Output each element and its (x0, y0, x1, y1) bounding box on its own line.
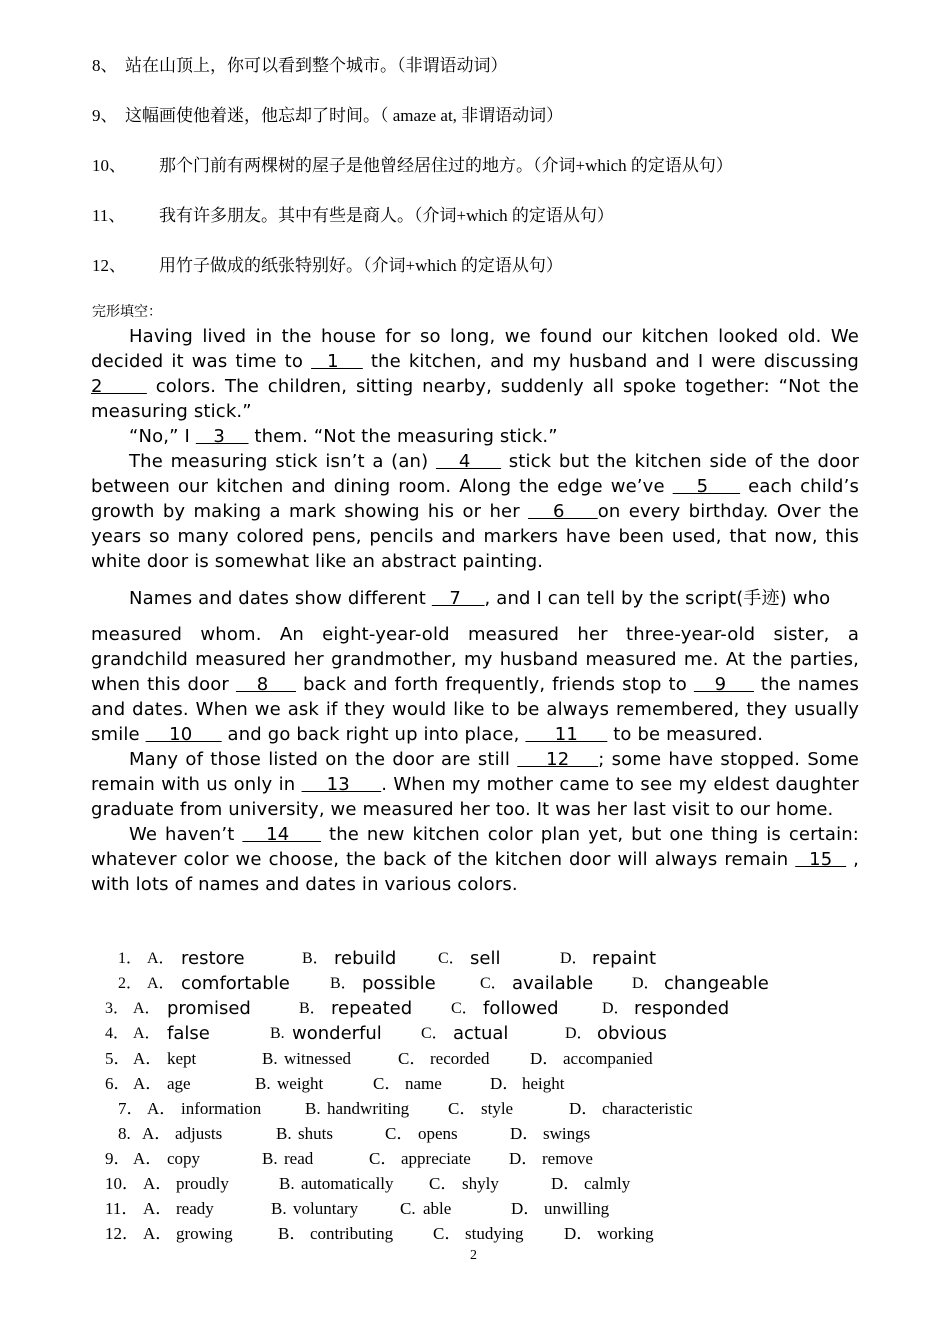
translation-item-10 (92, 151, 733, 176)
option-text: calmly (584, 1174, 631, 1193)
option-text: witnessed (284, 1049, 352, 1068)
option-text: shyly (462, 1174, 499, 1193)
option-text: sell (470, 948, 501, 969)
option-text: read (284, 1149, 314, 1168)
blank-9: 9 (693, 674, 754, 695)
option-text: able (423, 1199, 452, 1218)
item-text: 用竹子做成的纸张特别好。（介词+which 的定语从句） (159, 256, 563, 275)
option-text: comfortable (181, 973, 290, 994)
item-text: 我有许多朋友。其中有些是商人。（介词+which 的定语从句） (159, 206, 614, 225)
option-text: appreciate (401, 1149, 471, 1168)
option-text: changeable (664, 973, 769, 994)
blank-15: 15 (795, 849, 847, 870)
option-text: followed (483, 998, 559, 1019)
item-number: 12、 (92, 256, 126, 275)
blank-10: 10 (145, 724, 222, 745)
option-text: wonderful (292, 1023, 382, 1044)
option-text: growing (176, 1224, 233, 1243)
page-number: 2 (470, 1248, 477, 1263)
option-text: unwilling (544, 1199, 610, 1218)
blank-8: 8 (235, 674, 297, 695)
paragraph-5: Many of those listed on the door are still 12 ; some have stopped. Some remain with us only in 13 . When my mother came to see my eldest daughter graduate from university, we measured her too. It was her last visit to our home. (91, 749, 859, 820)
item-text: 站在山顶上，你可以看到整个城市。（非谓语动词） (125, 56, 508, 75)
option-text: shuts (298, 1124, 333, 1143)
cloze-title: 完形填空： (92, 305, 162, 320)
option-text: restore (181, 948, 245, 969)
option-text: possible (362, 973, 436, 994)
option-text: copy (167, 1149, 201, 1168)
option-text: available (512, 973, 594, 994)
blank-7: 7 (431, 588, 485, 609)
translation-item-9 (92, 101, 563, 126)
translation-item-12 (92, 251, 563, 276)
blank-6: 6 (528, 501, 598, 522)
blank-11: 11 (525, 724, 608, 745)
option-text: proudly (176, 1174, 229, 1193)
option-text: adjusts (175, 1124, 223, 1143)
option-text: handwriting (327, 1099, 410, 1118)
option-text: kept (167, 1049, 197, 1068)
option-text: rebuild (334, 948, 397, 969)
translation-item-11 (92, 201, 614, 226)
option-text: remove (542, 1149, 593, 1168)
translation-item-8 (92, 51, 508, 76)
option-text: studying (465, 1224, 524, 1243)
item-text: 那个门前有两棵树的屋子是他曾经居住过的地方。（介词+which 的定语从句） (159, 156, 733, 175)
option-text: promised (167, 998, 251, 1019)
option-text: swings (543, 1124, 591, 1143)
option-text: false (167, 1023, 210, 1044)
option-text: style (481, 1099, 514, 1118)
option-text: name (405, 1074, 442, 1093)
option-text: age (167, 1074, 191, 1093)
option-text: characteristic (602, 1099, 693, 1118)
item-number: 8、 (92, 56, 118, 75)
blank-12: 12 (517, 749, 599, 770)
option-text: weight (277, 1074, 324, 1093)
blank-2: 2 (91, 376, 147, 397)
option-text: voluntary (293, 1199, 359, 1218)
option-text: opens (418, 1124, 458, 1143)
option-text: automatically (301, 1174, 394, 1193)
option-text: information (181, 1099, 262, 1118)
option-text: recorded (430, 1049, 490, 1068)
cloze-passage-part-1 (91, 324, 859, 574)
paragraph-4: measured whom. An eight-year-old measured her three-year-old sister, a grandchild measured her grandmother, my husband measured me. At the parties, when this door 8 back and forth frequently, friends stop to 9 the names and dates. When we ask if they would like to be always remembered, they usually smile 10 and go back right up into place, 11 to be measured. (91, 624, 859, 745)
item-number: 9、 (92, 106, 118, 125)
blank-4: 4 (435, 451, 502, 472)
cloze-passage-line-7: Names and dates show different 7 , and I can tell by the script(手迹) who (129, 588, 831, 609)
option-text: height (522, 1074, 565, 1093)
blank-1: 1 (311, 351, 363, 372)
paragraph-3: The measuring stick isn’t a (an) 4 stick but the kitchen side of the door between our kitchen and dining room. Along the edge we’ve 5 each child’s growth by making a mark showing his or her 6 on every birthday. Over the years so many colored pens, pencils and markers have been used, that now, this white door is somewhat like an abstract painting. (91, 451, 859, 572)
option-text: actual (453, 1023, 509, 1044)
option-text: repaint (592, 948, 657, 969)
item-text: 这幅画使他着迷，他忘却了时间。（ amaze at, 非谓语动词） (125, 106, 564, 125)
option-text: obvious (597, 1023, 667, 1044)
option-text: accompanied (563, 1049, 653, 1068)
paragraph-2: “No,” I 3 them. “Not the measuring stick.” (129, 426, 558, 447)
option-text: contributing (310, 1224, 394, 1243)
blank-14: 14 (242, 824, 322, 845)
cloze-passage-part-3 (91, 622, 859, 897)
blank-13: 13 (301, 774, 382, 795)
item-number: 11、 (92, 206, 126, 225)
option-text: ready (176, 1199, 214, 1218)
option-text: working (597, 1224, 654, 1243)
option-text: responded (634, 998, 730, 1019)
blank-3: 3 (195, 426, 249, 447)
blank-5: 5 (672, 476, 741, 497)
paragraph-6: We haven’t 14 the new kitchen color plan yet, but one thing is certain: whatever color we choose, the back of the kitchen door will always remain 15 , with lots of names and dates in various colors. (91, 824, 859, 895)
paragraph-1: Having lived in the house for so long, we found our kitchen looked old. We decided it was time to 1 the kitchen, and my husband and I were discussing 2 colors. The children, sitting nearby, suddenly all spoke together: “Not the measuring stick.” (91, 326, 859, 422)
option-text: repeated (331, 998, 413, 1019)
item-number: 10、 (92, 156, 126, 175)
